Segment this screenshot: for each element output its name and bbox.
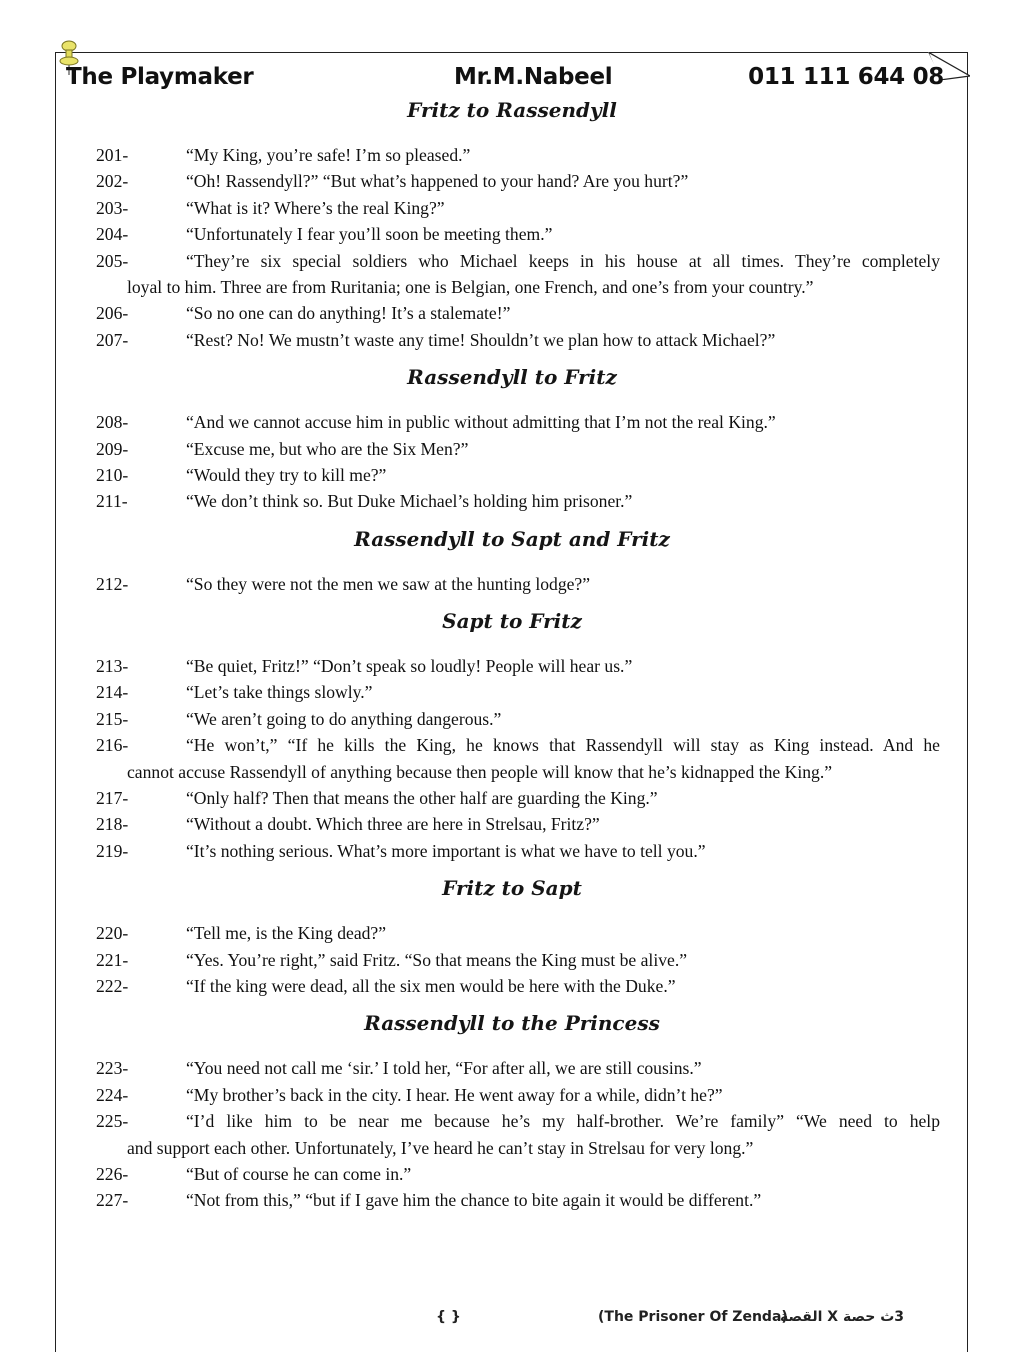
- section-title: Sapt to Fritz: [442, 609, 582, 634]
- line-continuation: and support each other. Unfortunately, I’ve heard he can’t stay in Strelsau for very long.”: [127, 1137, 754, 1158]
- line-text: “My King, you’re safe! I’m so pleased.”: [186, 145, 471, 165]
- line-number: 209-: [96, 438, 129, 459]
- line-number: 201-: [96, 145, 129, 165]
- footer-arabic-label: 3ث حصة X القصة: [780, 1309, 905, 1325]
- line-text: “He won’t,” “If he kills the King, he knows that Rassendyll will stay as King instead. And he: [186, 735, 940, 756]
- line-number: 223-: [96, 1058, 129, 1079]
- quote-line: [0, 679, 1024, 705]
- line-text: “My brother’s back in the city. I hear. He went away for a while, didn’t he?”: [186, 1084, 723, 1105]
- page-header: [66, 60, 946, 98]
- line-continuation: loyal to him. Three are from Ruritania; one is Belgian, one French, and one’s from your country.”: [127, 276, 814, 297]
- quote-line: [0, 1161, 1024, 1187]
- line-text: “And we cannot accuse him in public without admitting that I’m not the real King.”: [186, 412, 776, 433]
- section-title: Rassendyll to Sapt and Fritz: [354, 526, 670, 551]
- page-footer: [0, 1309, 1024, 1329]
- line-text: “I’d like him to be near me because he’s my half-brother. We’re family” “We need to help: [186, 1111, 940, 1132]
- quote-line: [0, 571, 1024, 597]
- line-text: “Without a doubt. Which three are here in Strelsau, Fritz?”: [186, 814, 600, 835]
- line-number: 211-: [96, 491, 128, 512]
- quote-line: [0, 409, 1024, 435]
- line-text: “We don’t think so. But Duke Michael’s holding him prisoner.”: [186, 491, 633, 512]
- quote-line: [0, 785, 1024, 811]
- line-text: “But of course he can come in.”: [186, 1163, 412, 1184]
- quote-line: [0, 1108, 1024, 1134]
- header-teacher-name: Mr.M.Nabeel: [454, 64, 613, 90]
- line-text: “So no one can do anything! It’s a stalemate!”: [186, 303, 511, 324]
- line-number: 225-: [96, 1111, 129, 1132]
- line-number: 210-: [96, 464, 129, 485]
- quote-line: [0, 947, 1024, 973]
- line-number: 222-: [96, 975, 129, 996]
- line-number: 215-: [96, 708, 129, 729]
- line-text: “It’s nothing serious. What’s more important is what we have to tell you.”: [186, 840, 706, 861]
- line-text: “Oh! Rassendyll?” “But what’s happened to your hand? Are you hurt?”: [186, 171, 689, 192]
- line-text: “Only half? Then that means the other half are guarding the King.”: [186, 788, 658, 809]
- line-number: 226-: [96, 1163, 129, 1184]
- line-number: 202-: [96, 171, 129, 192]
- quote-line: [0, 732, 1024, 758]
- quote-line: [0, 1055, 1024, 1081]
- quote-line: [0, 920, 1024, 946]
- line-number: 227-: [96, 1190, 129, 1211]
- quote-line: [0, 1187, 1024, 1213]
- line-number: 224-: [96, 1084, 129, 1105]
- line-text: “Be quiet, Fritz!” “Don’t speak so loudly! People will hear us.”: [186, 656, 633, 677]
- line-text: “If the king were dead, all the six men would be here with the Duke.”: [186, 975, 676, 996]
- line-text: “Let’s take things slowly.”: [186, 682, 373, 703]
- quote-line: [0, 195, 1024, 221]
- header-brand: The Playmaker: [66, 64, 254, 90]
- line-text: “What is it? Where’s the real King?”: [186, 197, 445, 218]
- line-text: “Excuse me, but who are the Six Men?”: [186, 438, 469, 459]
- line-text: “You need not call me ‘sir.’ I told her, “For after all, we are still cousins.”: [186, 1058, 702, 1079]
- quote-line: [0, 142, 1024, 168]
- line-text: “Not from this,” “but if I gave him the chance to bite again it would be different.”: [186, 1190, 762, 1211]
- line-number: 217-: [96, 788, 129, 809]
- line-number: 205-: [96, 250, 129, 271]
- footer-page-number: { }: [436, 1309, 461, 1325]
- line-text: “Would they try to kill me?”: [186, 464, 387, 485]
- quote-line: [0, 300, 1024, 326]
- quotes-content: [0, 96, 1024, 1214]
- line-number: 220-: [96, 923, 129, 944]
- line-text: “Tell me, is the King dead?”: [186, 923, 387, 944]
- line-text: “Yes. You’re right,” said Fritz. “So that means the King must be alive.”: [186, 949, 688, 970]
- quote-line: [0, 488, 1024, 514]
- section-title: Rassendyll to the Princess: [364, 1011, 660, 1036]
- quote-line: [0, 168, 1024, 194]
- line-continuation: cannot accuse Rassendyll of anything because then people will know that he’s kidnapped the King.”: [127, 761, 833, 782]
- section-title: Fritz to Rassendyll: [407, 98, 617, 122]
- quote-line: [0, 462, 1024, 488]
- quote-line: [0, 811, 1024, 837]
- quote-line: [0, 221, 1024, 247]
- quote-line: [0, 653, 1024, 679]
- line-number: 219-: [96, 840, 129, 861]
- header-phone-number: 011 111 644 08: [748, 64, 944, 90]
- line-text: “So they were not the men we saw at the hunting lodge?”: [186, 573, 591, 594]
- quote-line: [0, 706, 1024, 732]
- footer-book-title: (The Prisoner Of Zenda): [598, 1309, 788, 1325]
- line-number: 206-: [96, 303, 129, 324]
- line-text: “They’re six special soldiers who Michael keeps in his house at all times. They’re completely: [186, 250, 940, 271]
- line-number: 208-: [96, 412, 129, 433]
- line-number: 216-: [96, 735, 129, 756]
- section-title: Fritz to Sapt: [442, 876, 582, 901]
- quote-line: [0, 1082, 1024, 1108]
- line-number: 207-: [96, 329, 129, 350]
- line-text: “Unfortunately I fear you’ll soon be meeting them.”: [186, 224, 553, 245]
- line-text: “We aren’t going to do anything dangerous.”: [186, 708, 502, 729]
- line-number: 204-: [96, 224, 129, 245]
- quote-line: [0, 248, 1024, 274]
- line-number: 214-: [96, 682, 129, 703]
- quote-line: [0, 436, 1024, 462]
- quote-line: [0, 327, 1024, 353]
- line-number: 218-: [96, 814, 129, 835]
- line-number: 203-: [96, 197, 129, 218]
- quote-line: [0, 838, 1024, 864]
- line-number: 213-: [96, 656, 129, 677]
- section-title: Rassendyll to Fritz: [407, 365, 617, 390]
- line-text: “Rest? No! We mustn’t waste any time! Shouldn’t we plan how to attack Michael?”: [186, 329, 776, 350]
- quote-line: [0, 973, 1024, 999]
- line-number: 212-: [96, 573, 129, 594]
- line-number: 221-: [96, 949, 129, 970]
